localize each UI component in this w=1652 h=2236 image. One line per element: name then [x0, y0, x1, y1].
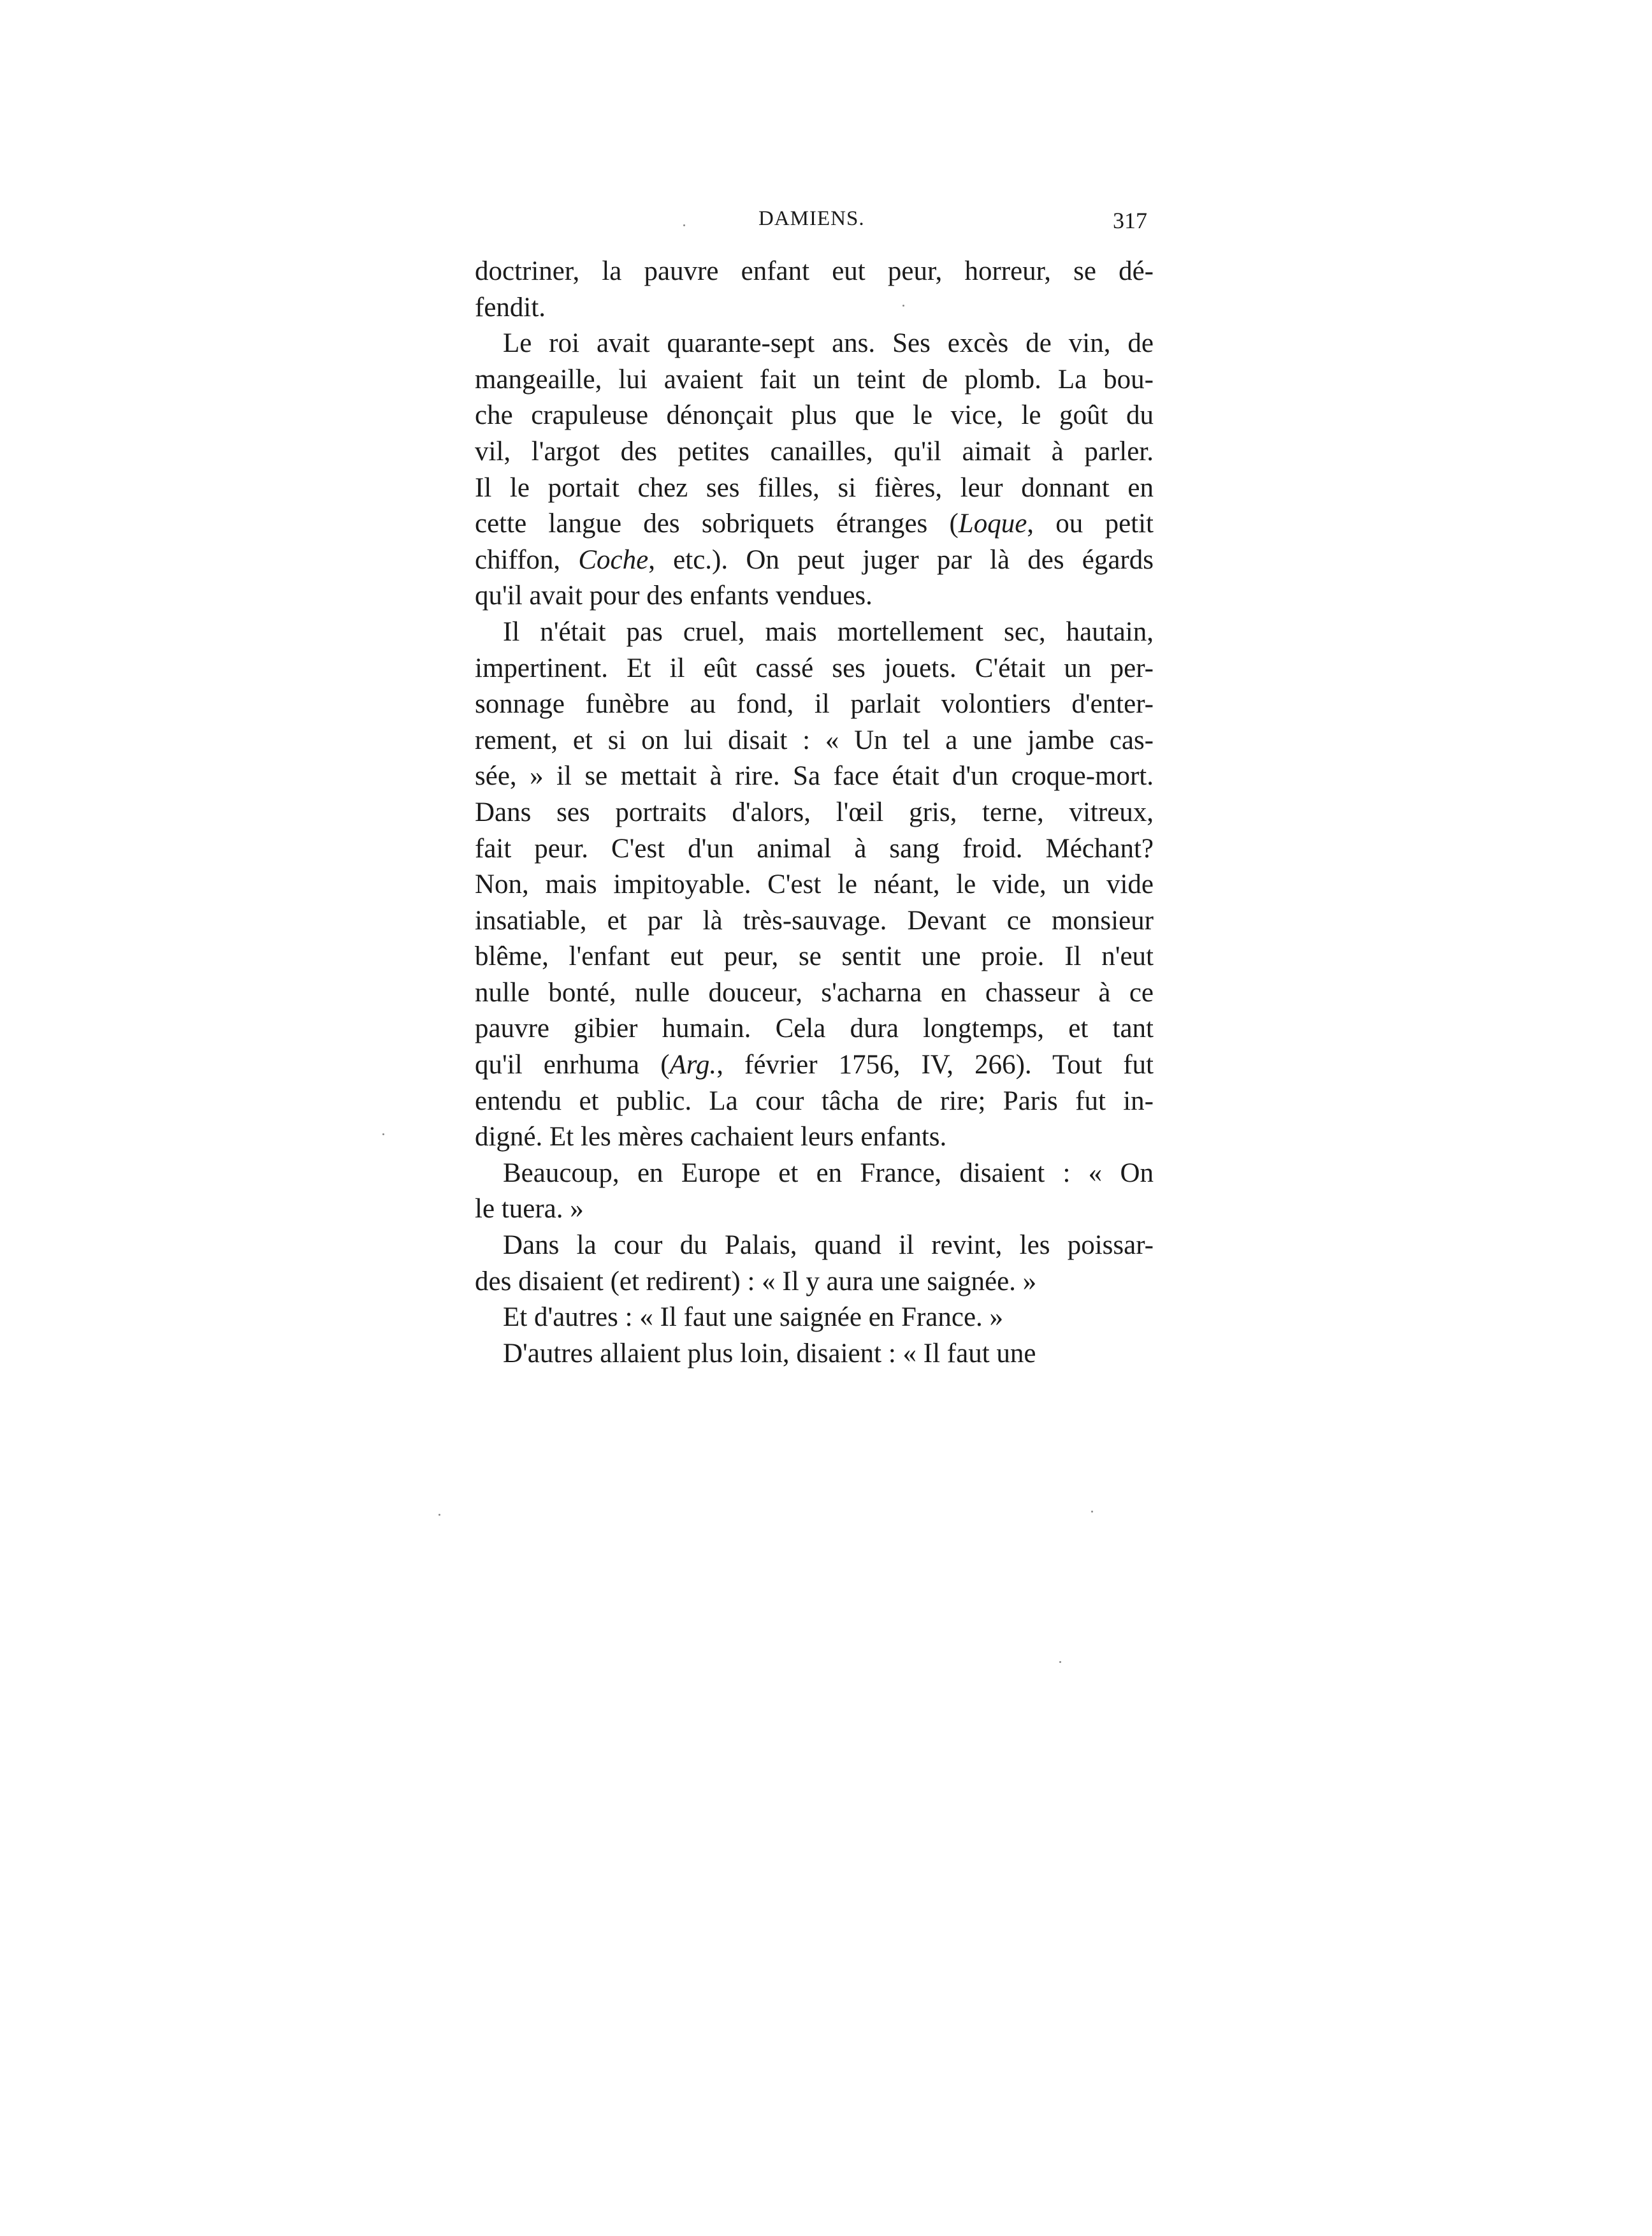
text-line: nulle bonté, nulle douceur, s'acharna en chasseur à ce	[475, 977, 1154, 1008]
text-line: Dans ses portraits d'alors, l'œil gris, terne, vitreux,	[475, 797, 1154, 827]
text-line: doctriner, la pauvre enfant eut peur, horreur, se dé-	[475, 256, 1154, 286]
paragraph	[475, 614, 1154, 1156]
text-line: Dans la cour du Palais, quand il revint, les poissar-	[503, 1230, 1154, 1261]
text-line: entendu et public. La cour tâcha de rire; Paris fut in-	[475, 1085, 1154, 1116]
text-line: fait peur. C'est d'un animal à sang froid. Méchant?	[475, 833, 1154, 864]
text-line: che crapuleuse dénonçait plus que le vice, le goût du	[475, 400, 1154, 431]
text-line: D'autres allaient plus loin, disaient : « Il faut une	[503, 1338, 1036, 1368]
text-line: le tuera. »	[475, 1194, 584, 1224]
text-line: digné. Et les mères cachaient leurs enfants.	[475, 1122, 947, 1152]
text-line: rement, et si on lui disait : « Un tel a une jambe cas-	[475, 725, 1154, 755]
page-number: 317	[1113, 208, 1147, 233]
paragraph	[475, 254, 1154, 326]
text-line: chiffon, Coche, etc.). On peut juger par là des égards	[475, 544, 1154, 575]
text-line: blême, l'enfant eut peur, se sentit une proie. Il n'eut	[475, 941, 1154, 972]
text-line: fendit.	[475, 292, 546, 323]
body-text	[475, 254, 1154, 1372]
paragraph	[475, 1336, 1154, 1372]
text-line: mangeaille, lui avaient fait un teint de plomb. La bou-	[475, 364, 1154, 395]
text-line: cette langue des sobriquets étranges (Loque, ou petit	[475, 509, 1154, 539]
text-line: Il le portait chez ses filles, si fières, leur donnant en	[475, 472, 1154, 503]
text-line: qu'il avait pour des enfants vendues.	[475, 581, 873, 611]
page-header	[475, 207, 1147, 245]
paragraph	[475, 1156, 1154, 1228]
paragraph	[475, 326, 1154, 614]
text-line: pauvre gibier humain. Cela dura longtemps, et tant	[475, 1013, 1154, 1044]
text-line: vil, l'argot des petites canailles, qu'il aimait à parler.	[475, 436, 1154, 467]
paragraph	[475, 1228, 1154, 1300]
print-speck	[1059, 1661, 1061, 1663]
print-speck	[382, 1133, 384, 1135]
text-line: Et d'autres : « Il faut une saignée en France. »	[503, 1302, 1004, 1333]
text-line: des disaient (et redirent) : « Il y aura une saignée. »	[475, 1266, 1037, 1296]
print-speck	[438, 1514, 440, 1516]
print-speck	[683, 224, 685, 226]
paragraph	[475, 1300, 1154, 1336]
text-line: impertinent. Et il eût cassé ses jouets. C'était un per-	[475, 653, 1154, 683]
text-line: sée, » il se mettait à rire. Sa face était d'un croque-mort.	[475, 761, 1154, 792]
text-line: Non, mais impitoyable. C'est le néant, le vide, un vide	[475, 869, 1154, 900]
text-line: Le roi avait quarante-sept ans. Ses excès de vin, de	[503, 328, 1154, 359]
print-speck	[1091, 1511, 1093, 1513]
text-line: qu'il enrhuma (Arg., février 1756, IV, 266). Tout fut	[475, 1050, 1154, 1080]
text-line: Beaucoup, en Europe et en France, disaient : « On	[503, 1158, 1154, 1188]
text-line: sonnage funèbre au fond, il parlait volontiers d'enter-	[475, 689, 1154, 720]
print-speck	[902, 305, 904, 307]
text-line: Il n'était pas cruel, mais mortellement sec, hautain,	[503, 616, 1154, 647]
text-line: insatiable, et par là très-sauvage. Devant ce monsieur	[475, 905, 1154, 936]
running-head: DAMIENS.	[758, 207, 865, 230]
